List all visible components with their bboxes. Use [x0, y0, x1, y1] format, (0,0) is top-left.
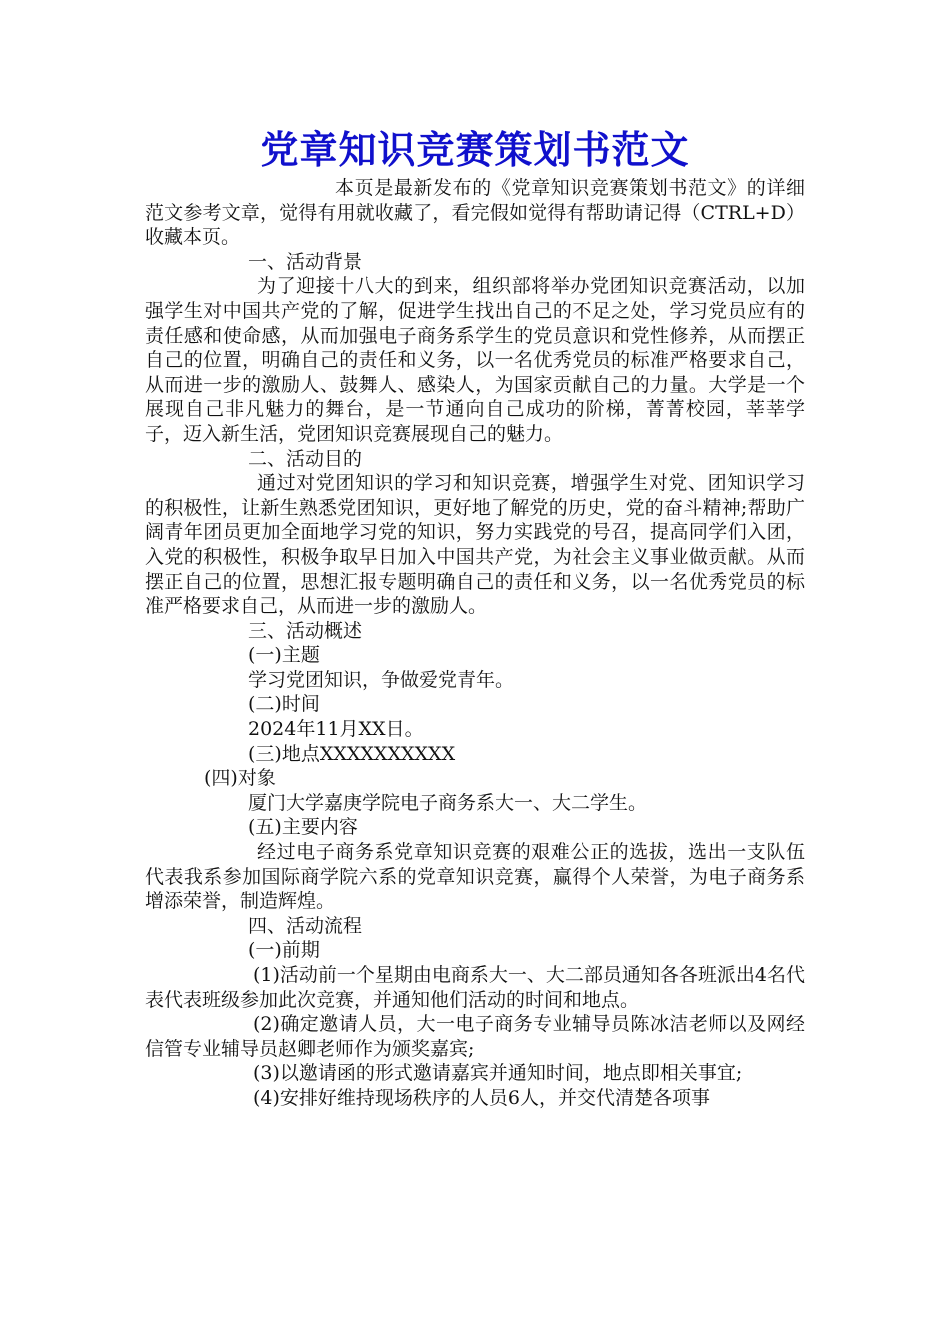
theme-text: 学习党团知识，争做爱党青年。 [248, 668, 515, 691]
process-item: (3)以邀请函的形式邀请嘉宾并通知时间，地点即相关事宜; [253, 1062, 743, 1085]
background-paragraph: 为了迎接十八大的到来，组织部将举办党团知识竞赛活动，以加强学生对中国共产党的了解，促进学生找出自己的不足之处，学习党员应有的责任感和使命感，从而加强电子商务系学生的党员意识和党性修养，从而摆正自己的位置，明确自己的责任和义务，以一名优秀党员的标准严格要求自己，从而进一步的激励人、鼓舞人、感染人，为国家贡献自己的力量。大学是一个展现自己非凡魅力的舞台，是一节通向自己成功的阶梯，菁菁校园，莘莘学子，迈入新生活，党团知识竞赛展现自己的魅力。 [145, 275, 805, 445]
process-item: (2)确定邀请人员，大一电子商务专业辅导员陈冰洁老师以及网经信管专业辅导员赵卿老师作为颁奖嘉宾; [145, 1013, 805, 1060]
process-item: (1)活动前一个星期由电商系大一、大二部员通知各各班派出4名代表代表班级参加此次竞赛，并通知他们活动的时间和地点。 [145, 964, 806, 1011]
intro-paragraph: 本页是最新发布的《党章知识竞赛策划书范文》的详细范文参考文章，觉得有用就收藏了，看完假如觉得有帮助请记得（CTRL+D）收藏本页。 [145, 177, 805, 249]
section-heading-process: 四、活动流程 [248, 914, 363, 937]
early-label: (一)前期 [248, 939, 320, 962]
theme-label: (一)主题 [248, 644, 320, 667]
target-label: (四)对象 [204, 767, 276, 790]
section-heading-background: 一、活动背景 [248, 250, 363, 273]
time-label: (二)时间 [248, 693, 320, 716]
place-text: (三)地点XXXXXXXXXX [248, 742, 456, 765]
section-heading-overview: 三、活动概述 [248, 619, 363, 642]
purpose-paragraph: 通过对党团知识的学习和知识竞赛，增强学生对党、团知识学习的积极性，让新生熟悉党团知识，更好地了解党的历史，党的奋斗精神;帮助广阔青年团员更加全面地学习党的知识，努力实践党的号召，提高同学们入团，入党的积极性，积极争取早日加入中国共产党，为社会主义事业做贡献。从而摆正自己的位置，思想汇报专题明确自己的责任和义务，以一名优秀党员的标准严格要求自己，从而进一步的激励人。 [145, 472, 805, 618]
content-paragraph: 经过电子商务系党章知识竞赛的艰难公正的选拔，选出一支队伍代表我系参加国际商学院六系的党章知识竞赛，赢得个人荣誉，为电子商务系增添荣誉，制造辉煌。 [145, 841, 805, 913]
content-label: (五)主要内容 [248, 816, 358, 839]
document-body [145, 176, 805, 1111]
time-text: 2024年11月XX日。 [248, 718, 424, 741]
target-text: 厦门大学嘉庚学院电子商务系大一、大二学生。 [248, 791, 648, 814]
section-heading-purpose: 二、活动目的 [248, 447, 363, 470]
document-title: 党章知识竞赛策划书范文 [260, 127, 690, 172]
process-item: (4)安排好维持现场秩序的人员6人，并交代清楚各项事 [253, 1086, 711, 1109]
